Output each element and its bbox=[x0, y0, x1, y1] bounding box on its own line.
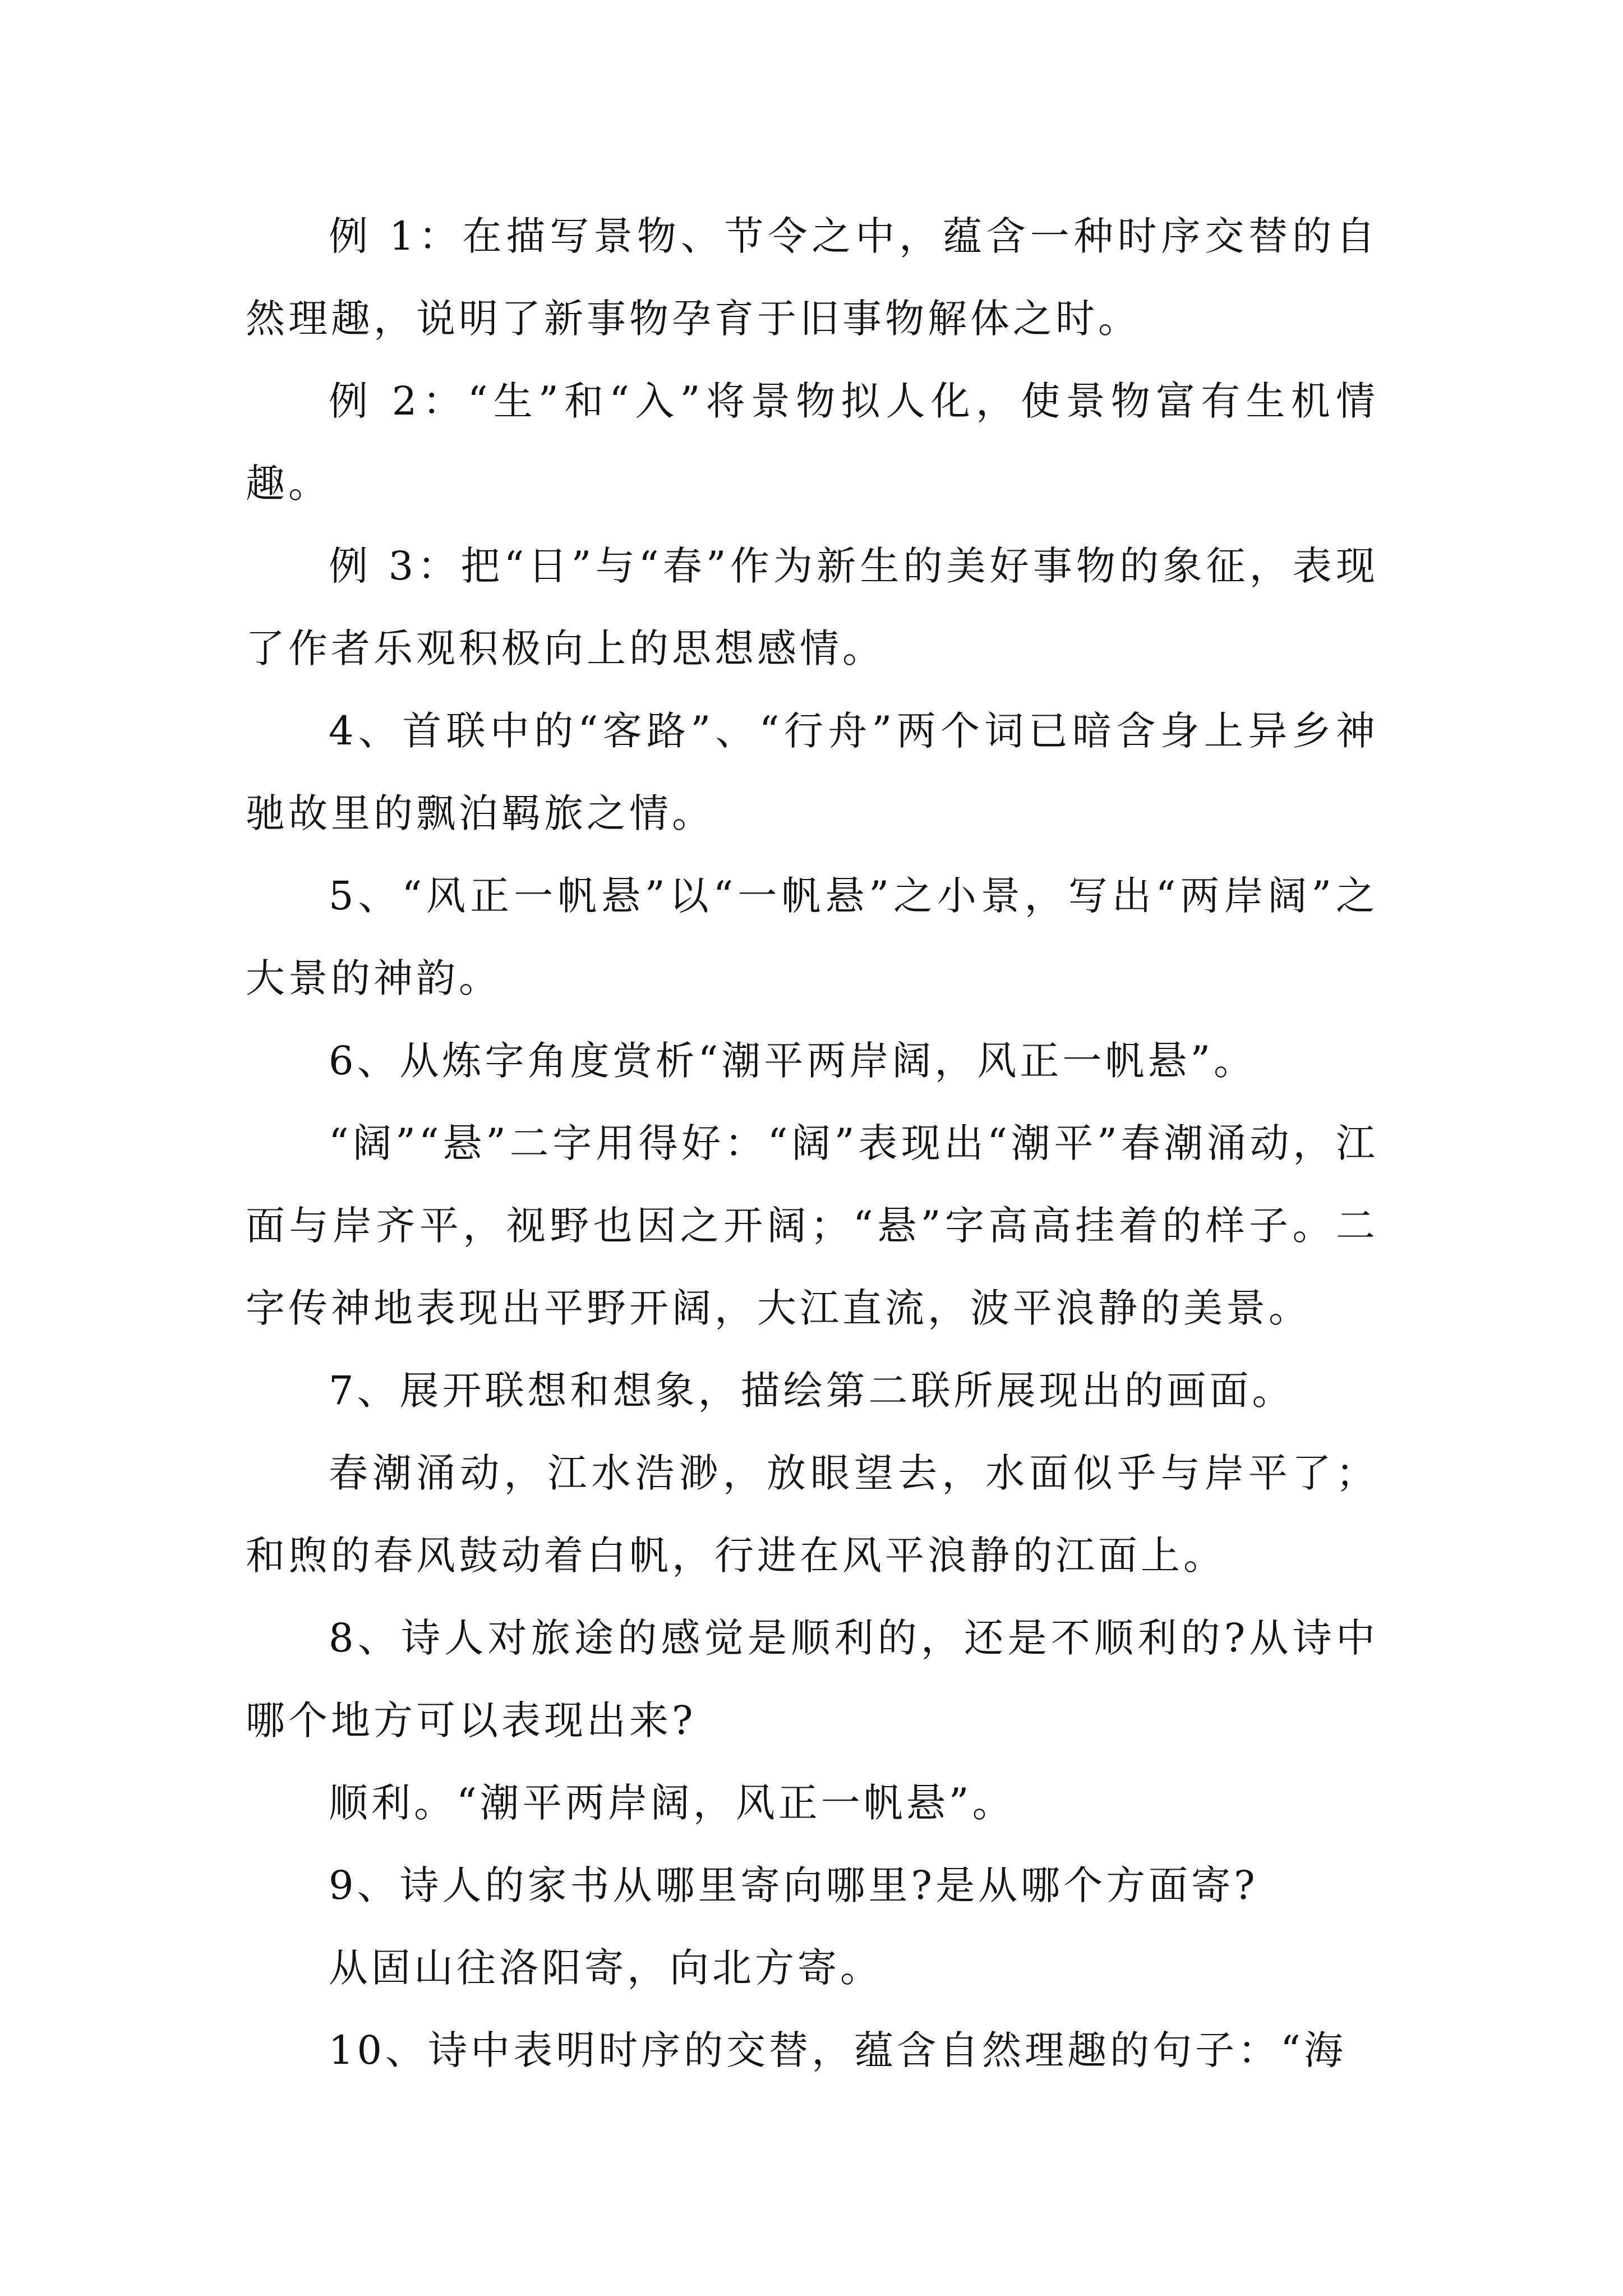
paragraph-item-8-question: 8、诗人对旅途的感觉是顺利的，还是不顺利的?从诗中哪个地方可以表现出来? bbox=[246, 1615, 1378, 1743]
paragraph-item-9-answer: 从固山往洛阳寄，向北方寄。 bbox=[329, 1945, 883, 1991]
paragraph-example-3: 例 3：把“日”与“春”作为新生的美好事物的象征，表现了作者乐观积极向上的思想感情。 bbox=[246, 543, 1378, 671]
paragraph-item-9-question: 9、诗人的家书从哪里寄向哪里?是从哪个方面寄? bbox=[329, 1862, 1258, 1908]
paragraph-item-10-question: 10、诗中表明时序的交替，蕴含自然理趣的句子：“海 bbox=[329, 2027, 1347, 2073]
document-body bbox=[246, 195, 1378, 2092]
paragraph-item-7-question: 7、展开联想和想象，描绘第二联所展现出的画面。 bbox=[329, 1368, 1295, 1414]
paragraph-example-1: 例 1：在描写景物、节令之中，蕴含一种时序交替的自然理趣，说明了新事物孕育于旧事物解体之时。 bbox=[246, 213, 1378, 342]
paragraph-item-4: 4、首联中的“客路”、“行舟”两个词已暗含身上异乡神驰故里的飘泊羁旅之情。 bbox=[246, 708, 1378, 836]
paragraph-item-5: 5、“风正一帆悬”以“一帆悬”之小景，写出“两岸阔”之大景的神韵。 bbox=[246, 873, 1378, 1001]
paragraph-item-8-answer: 顺利。“潮平两岸阔，风正一帆悬”。 bbox=[329, 1780, 1015, 1826]
paragraph-item-6-answer: “阔”“悬”二字用得好：“阔”表现出“潮平”春潮涌动，江面与岸齐平，视野也因之开阔；“悬”字高高挂着的样子。二字传神地表现出平野开阔，大江直流，波平浪静的美景。 bbox=[246, 1120, 1378, 1331]
paragraph-example-2: 例 2：“生”和“入”将景物拟人化，使景物富有生机情趣。 bbox=[246, 378, 1378, 507]
paragraph-item-6-question: 6、从炼字角度赏析“潮平两岸阔，风正一帆悬”。 bbox=[329, 1038, 1257, 1084]
paragraph-item-7-answer: 春潮涌动，江水浩渺，放眼望去，水面似乎与岸平了；和煦的春风鼓动着白帆，行进在风平浪静的江面上。 bbox=[246, 1450, 1378, 1579]
